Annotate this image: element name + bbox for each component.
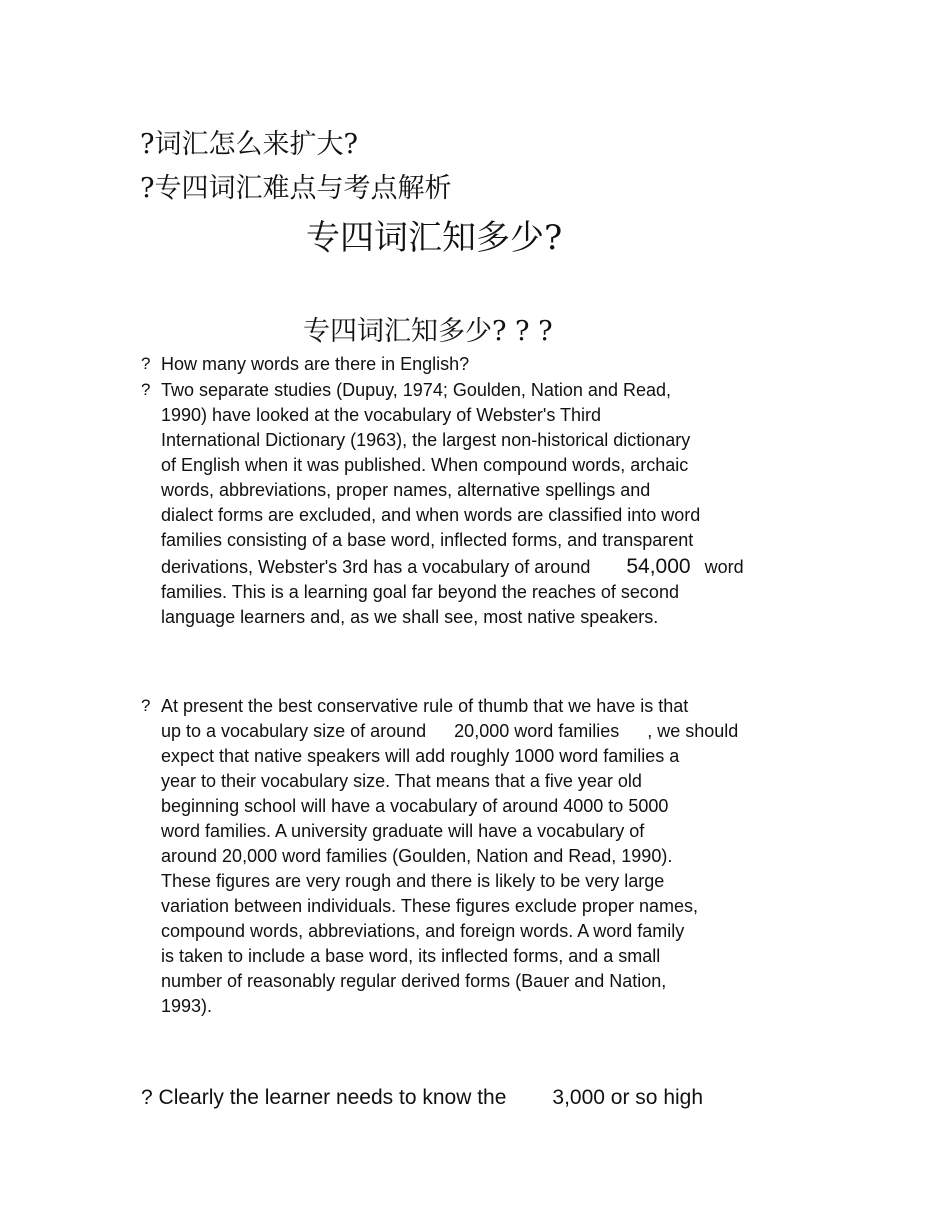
paragraph-line: International Dictionary (1963), the largest non-historical dictionary [161,430,691,450]
line-text: Clearly the learner needs to know the [158,1086,507,1109]
paragraph-line: compound words, abbreviations, and foreign words. A word family [161,921,685,941]
paragraph-line: variation between individuals. These figures exclude proper names, [161,896,698,916]
line-text: , we should [647,721,739,741]
paragraph-line: 1993). [161,996,213,1016]
section-heading: 专四词汇知多少? ? ? [303,316,553,347]
bullet-marker: ? [140,129,155,160]
toc-item [140,122,358,161]
paragraph-line: expect that native speakers will add roughly 1000 word families a [161,746,680,766]
highlight-phrase: 20,000 word families [454,721,620,741]
line-text: derivations, Webster's 3rd has a vocabulary of around [161,557,591,577]
paragraph-line: language learners and, as we shall see, most native speakers. [161,607,659,627]
bullet-marker: ? [140,173,155,204]
highlight-number: 54,000 [626,555,691,578]
paragraph-line: around 20,000 word families (Goulden, Nation and Read, 1990). [161,846,673,866]
paragraph-line: These figures are very rough and there is likely to be very large [161,871,665,891]
highlight-phrase: 3,000 or so high [552,1086,704,1109]
paragraph-line: is taken to include a base word, its inflected forms, and a small [161,946,661,966]
paragraph-line [161,719,738,744]
page-title: 专四词汇知多少? [306,218,563,258]
paragraph-line: families consisting of a base word, inflected forms, and transparent [161,530,694,550]
paragraph-line: of English when it was published. When compound words, archaic [161,455,689,475]
toc-item-text: 词汇怎么来扩大? [154,129,358,160]
bullet-paragraph [161,378,744,630]
paragraph-line: beginning school will have a vocabulary of around 4000 to 5000 [161,796,669,816]
paragraph-line: dialect forms are excluded, and when words are classified into word [161,505,701,525]
toc-item [140,166,451,205]
paragraph-line [161,553,744,580]
paragraph-line: word families. A university graduate will have a vocabulary of [161,821,645,841]
bullet-paragraph [161,694,738,1019]
bullet-marker: ? [141,354,151,373]
bullet-marker: ? [141,380,151,399]
final-bullet-line [141,1086,703,1110]
bullet-marker: ? [141,1086,153,1109]
paragraph-line: number of reasonably regular derived forms (Bauer and Nation, [161,971,667,991]
paragraph-line: year to their vocabulary size. That means that a five year old [161,771,642,791]
line-text: word [704,557,744,577]
paragraph-line: At present the best conservative rule of thumb that we have is that [161,696,689,716]
paragraph-line: words, abbreviations, proper names, alternative spellings and [161,480,651,500]
bullet-marker: ? [141,696,151,715]
toc-item-text: 专四词汇难点与考点解析 [154,173,452,204]
paragraph-line: Two separate studies (Dupuy, 1974; Goulden, Nation and Read, [161,380,671,400]
line-text: up to a vocabulary size of around [161,721,427,741]
paragraph-line: 1990) have looked at the vocabulary of Webster's Third [161,405,602,425]
bullet-paragraph [161,352,469,377]
paragraph-line: How many words are there in English? [161,354,470,374]
paragraph-line: families. This is a learning goal far beyond the reaches of second [161,582,679,602]
